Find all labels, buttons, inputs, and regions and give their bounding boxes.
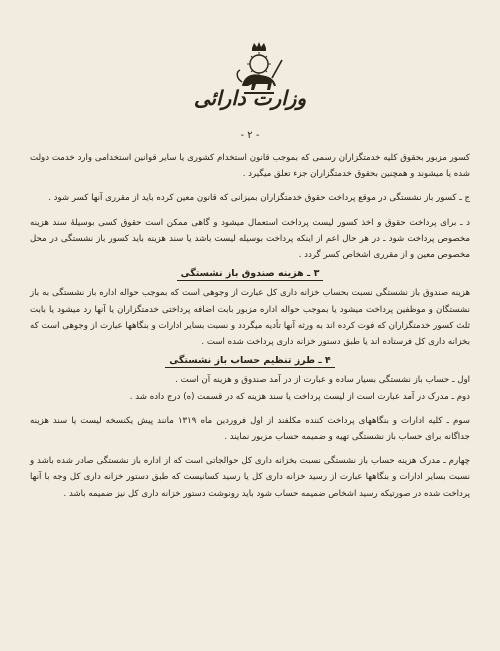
- paragraph-first: اول ـ حساب باز نشستگی بسیار ساده و عبارت از در آمد صندوق و هزینه آن است .: [175, 375, 470, 386]
- ministry-title: وزارت دارائی: [193, 86, 307, 110]
- page-number: - ۲ -: [240, 130, 260, 141]
- paragraph-intro: کسور مزبور بحقوق کلیه خدمتگزاران رسمی که بموجب قانون استخدام کشوری یا سایر قوانین استخدامی وارد خدمت دولت شده یا میشوند و همچنین بحقوق خدمتگزاران جزء تعلق میگیرد .: [30, 153, 470, 180]
- section-heading-pension-account-method: ۴ ـ طرز تنظیم حساب باز نشستگی: [30, 353, 470, 369]
- paragraph-second: دوم ـ مدرک در آمد عبارت است از لیست پرداخت یا سند هزینه که در قسمت (ه) درج داده شد .: [129, 391, 470, 402]
- section-heading-pension-fund-expense: ۳ ـ هزینه صندوق باز نشستگی: [30, 266, 470, 282]
- paragraph-fourth: چهارم ـ مدرک هزینه حساب باز نشستگی نسبت بخزانه داری کل حوالجاتی است که از اداره باز نشستگی صادر شده باشد و نسبت بسایر ادارات و بنگاهها عبارت از رسید خزانه داری کل یا رسید کسانیست که طبق دستور خزانه داری کل وجه با آنها پرداخت شده در صورتیکه رسید اشخاص ضمیمه حساب شود باید رونوشت دستور خزانه داری کل نیز ضمیمه باشد .: [30, 456, 470, 499]
- paragraph-d: د ـ برای پرداخت حقوق و اخذ کسور لیست پرداخت استعمال میشود و گاهی ممکن است حقوق کسی بوسیلهٔ سند هزینه مخصوص پرداخت شود ـ در هر حال اعم از اینکه پرداخت بوسیله لیست باشد یا سند هزینه باید کسور باز نشستگی در محل مخصوص معین و از مقرری اشخاص کسر گردد .: [30, 217, 470, 261]
- document-body: [30, 150, 470, 502]
- paragraph-c: ج ـ کسور باز نشستگی در موقع پرداخت حقوق خدمتگزاران بمیزانی که قانون معین کرده باید از مقرری آنها کسر شود .: [48, 193, 470, 204]
- paragraph-expense: هزینه صندوق باز نشستگی نسبت بحساب خزانه داری کل عبارت از وجوهی است که بموجب حواله اداره باز نشستگی به باز نشستگان و موظفین پرداخت میشود یا بموجب حواله اداره مزبور بابت اضافه پرداختی خدمتگزاران یا آنها رد میشود یا بابت ثلث کسور خدمتگزاران که فوت کرده اند به ورثه آنها تأدیه میگردد و نسبت بسایر ادارات و بنگاهها عبارت از وجوهی است که بخزانه داری کل فرستاده اند یا طبق دستور خزانه داری پرداخت شده است .: [30, 288, 470, 348]
- paragraph-third: سوم ـ کلیه ادارات و بنگاههای پرداخت کننده مکلفند از اول فروردین ماه ۱۳۱۹ مانند پیش یکنسخه لیست یا سند هزینه جداگانه برای حساب باز نشستگی تهیه و ضمیمه حساب مزبور نمایند .: [30, 415, 470, 443]
